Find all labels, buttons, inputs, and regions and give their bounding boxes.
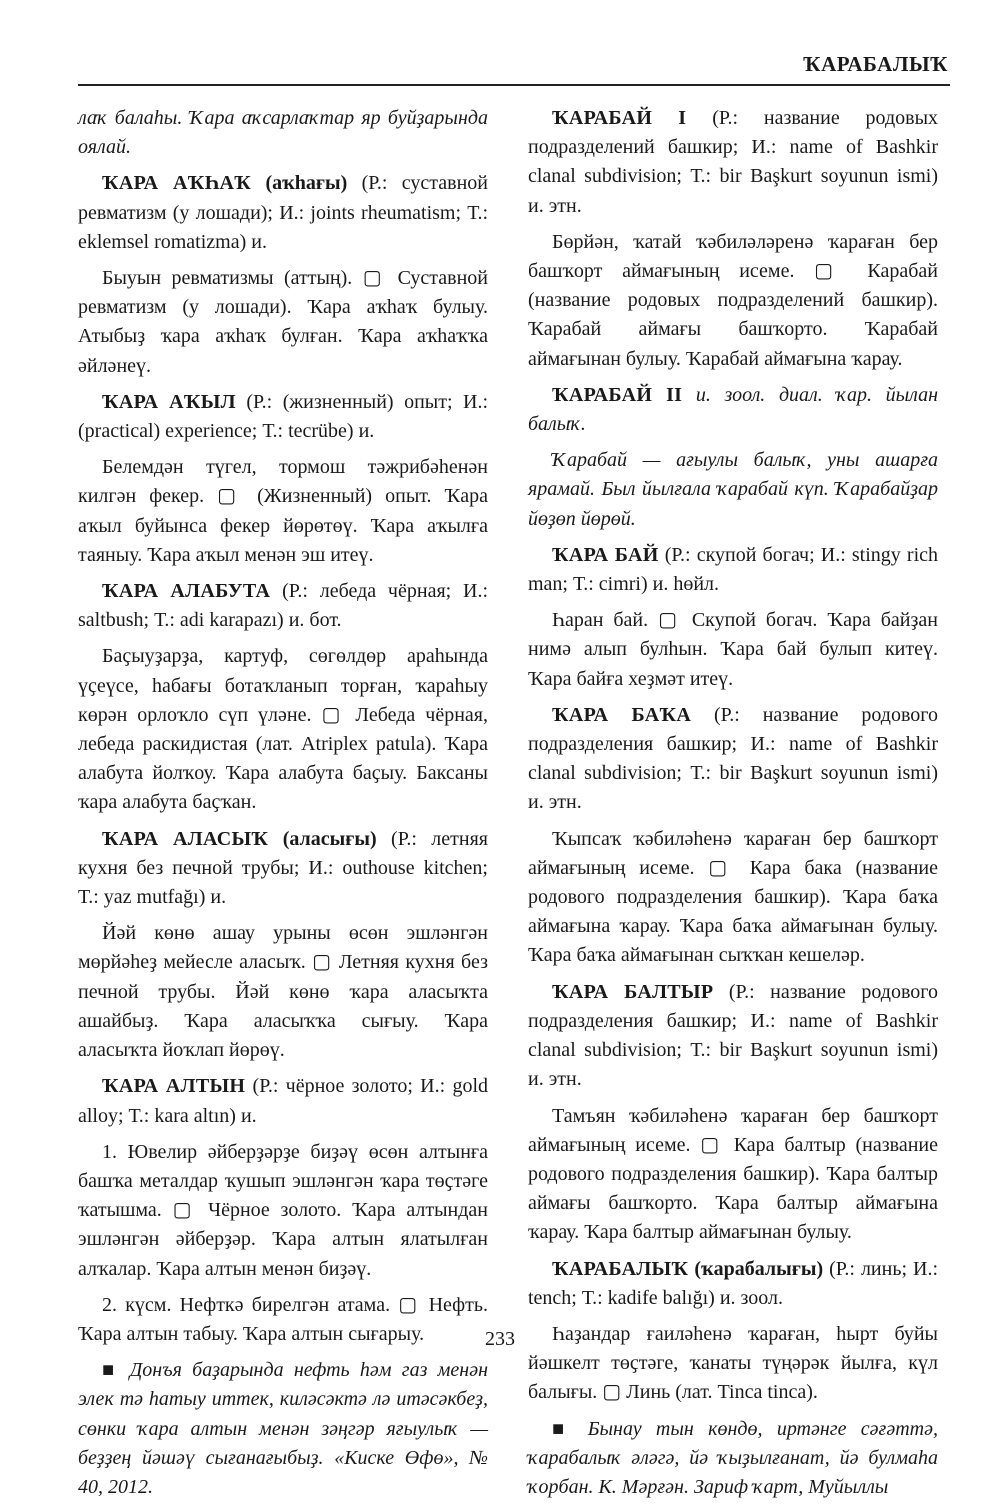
entry-example: Һаҙандар ғаиләһенә ҡараған, һырт буйы йәшкелт төҫтәге, ҡанаты түңәрәк йылға, күл балығы. ▢ Линь (лат. Tinca tinca). [528,1322,938,1404]
entry-example: Йәй көнө ашау урыны өсөн эшләнгән мөрйәһеҙ мейесле аласыҡ. ▢ Летняя кухня без печной трубы. Йәй көнө ҡара аласыҡта ашайбыҙ. Ҡара аласыҡҡа сығыу. Ҡара аласыҡта йоҡлап йөрөү. [78,922,488,1062]
entry-kara-bay [528,541,938,599]
entry-example: Ҡыпсаҡ ҡәбиләһенә ҡараған бер башҡорт аймағының исеме. ▢ Кара бака (название родового подразделения башкир). Ҡара баҡа аймағына ҡарау. Ҡара баҡа аймағынан булыу. Ҡара баҡа аймағынан сыҡҡан кешеләр. [528,827,938,967]
entry-example: Белемдән түгел, тормош тәжрибәһенән килгән фекер. ▢ (Жизненный) опыт. Ҡара аҡыл буйынса фекер йөрөтөү. Ҡара аҡылға таяныу. Ҡара аҡыл менән эш итеү. [78,456,488,566]
entry-kara-akhak [78,169,488,257]
entry-kara-baka [528,701,938,818]
page-number: 233 [485,1328,515,1350]
definition: (Р.: название родового подразделения башкир; И.: name of Bashkir clanal subdivision; Т.: bir Başkurt soyunun ismi) и. этн. [528,980,938,1091]
right-column [528,104,938,1509]
definition: и. зоол. диал. ҡар. йылан балыҡ. [528,383,939,436]
entry-kara-alasyk [78,825,488,913]
headword-form: (аласығы) [282,827,377,850]
entry-kara-akyl [78,388,488,446]
entry-example: Һаран бай. ▢ Скупой богач. Ҡара байҙан нимә алып булһын. Ҡара бай булып китеү. Ҡара байға хеҙмәт итеү. [528,609,938,690]
entry-example: Бөрйән, ҡатай ҡәбиләләренә ҡараған бер башҡорт аймағының исеме. ▢ Карабай (название родовых подразделений башкир). Ҡарабай аймағы башҡорто. Ҡарабай аймағынан булыу. Ҡарабай аймағына ҡарау. [528,230,938,370]
definition: (Р.: суставной ревматизм (у лошади); И.: joints rheumatism; Т.: eklemsel romatizma) и. [78,172,488,253]
entry-karabalyk [528,1255,938,1313]
definition: (Р.: (жизненный) опыт; И.: (practical) experience; Т.: tecrübe) и. [78,390,489,443]
left-column [78,104,488,1509]
definition: (Р.: чёрное золото; И.: gold alloy; Т.: kara altın) и. [78,1075,488,1127]
entry-karabay-1 [528,104,938,221]
headword: ҠАРАБАЛЫҠ [552,1257,689,1280]
entry-kara-altyn [78,1072,488,1130]
definition: (Р.: название родового подразделения башкир; И.: name of Bashkir clanal subdivision; Т.: bir Başkurt soyunun ismi) и. этн. [528,703,938,814]
entry-example: Тамъян ҡәбиләһенә ҡараған бер башҡорт аймағының исеме. ▢ Кара балтыр (название родового подразделения башкир). Ҡара балтыр аймағы башҡорто. Ҡара балтыр аймағына ҡарау. Ҡара балтыр аймағынан булыу. [528,1104,938,1244]
sense-2: 2. күсм. Нефткә бирелгән атама. ▢ Нефть. Ҡара алтын табыу. Ҡара алтын сығарыу. [78,1293,488,1345]
headword: ҠАРА АЛАСЫҠ [102,827,269,850]
headword: ҠАРАБАЙ I [552,107,687,129]
headword: ҠАРА АЛАБУТА [102,580,271,603]
headword: ҠАРА АЛТЫН [102,1075,246,1098]
citation-quote: ■ Бынау тын көндө, иртәнге сәғәттә, ҡарабалыҡ әләгә, йә ҡыҙылғанат, йә булмаһа ҡорбан. К. Мәрғән. Зариф ҡарт, Муйыллы [528,1417,938,1498]
headword: ҠАРА АҠҺАҠ [102,172,252,195]
headword: ҠАРАБАЙ II [552,383,683,406]
header-rule [78,84,950,86]
headword: ҠАРА БАЛТЫР [552,980,714,1003]
entry-karabay-2 [528,381,938,439]
headword-form: (аҡһағы) [265,172,348,195]
headword: ҠАРА АҠЫЛ [102,390,236,413]
sense-1: 1. Ювелир әйберҙәрҙе биҙәү өсөн алтынға башҡа металдар ҡушып эшләнгән ҡара төҫтәге ҡатышма. ▢ Чёрное золото. Ҡара алтындан эшләнгән әйберҙәр. Ҡара алтын ялатылған алҡалар. Ҡара алтын менән биҙәү. [78,1140,488,1280]
entry-example: Быуын ревматизмы (аттың). ▢ Суставной ревматизм (у лошади). Ҡара аҡһаҡ булыу. Атыбыҙ ҡара аҡһаҡ булған. Ҡара аҡһаҡҡа әйләнеү. [78,267,488,377]
citation-quote: ■ Донъя баҙарында нефть һәм газ менән элек тә һатыу иттек, киләсәктә лә итәсәкбеҙ, сөнки ҡара алтын менән зәңгәр яғыулыҡ — беҙҙең йәшәү сығанағыбыҙ. «Киске Өфө», № 40, 2012. [78,1359,488,1498]
entry-kara-baltyr [528,978,938,1095]
definition: (Р.: скупой богач; И.: stingy rich man; Т.: cimri) и. һөйл. [528,543,939,596]
headword-form: (ҡарабалығы) [694,1257,824,1280]
entry-example: Ҡарабай — ағыулы балыҡ, уны ашарға ярамай. Был йылғала ҡарабай күп. Ҡарабайҙар йөҙөп йөрөй. [528,449,938,530]
definition: (Р.: лебеда чёрная; И.: saltbush; Т.: adi karapazı) и. бот. [78,580,488,632]
entry-kara-alabuta [78,577,488,635]
continuation-text: лаҡ балаһы. Ҡара аҡсарлаҡтар яр буйҙарында оялай. [78,107,488,159]
definition: (Р.: линь; И.: tench; Т.: kadife balığı) и. зоол. [528,1257,939,1309]
entry-example: Баҫыуҙарҙа, картуф, сөгөлдөр араһында үҫеүсе, һабағы ботаҡланып торған, ҡараһыу көрән орлоҡло сүп үләне. ▢ Лебеда чёрная, лебеда раскидистая (лат. Atriplex patula). Ҡара алабута йолҡоу. Ҡара алабута баҫыу. Баксаны ҡара алабута баҫҡан. [78,645,488,814]
headword: ҠАРА БАҠА [552,703,692,726]
definition: (Р.: название родовых подразделений башкир; И.: name of Bashkir clanal subdivision; Т.: bir Başkurt soyunun ismi) и. этн. [528,107,939,217]
definition: (Р.: летняя кухня без печной трубы; И.: outhouse kitchen; Т.: yaz mutfağı) и. [78,827,489,909]
headword: ҠАРА БАЙ [552,543,659,566]
running-header: ҠАРАБАЛЫҠ [803,52,948,76]
